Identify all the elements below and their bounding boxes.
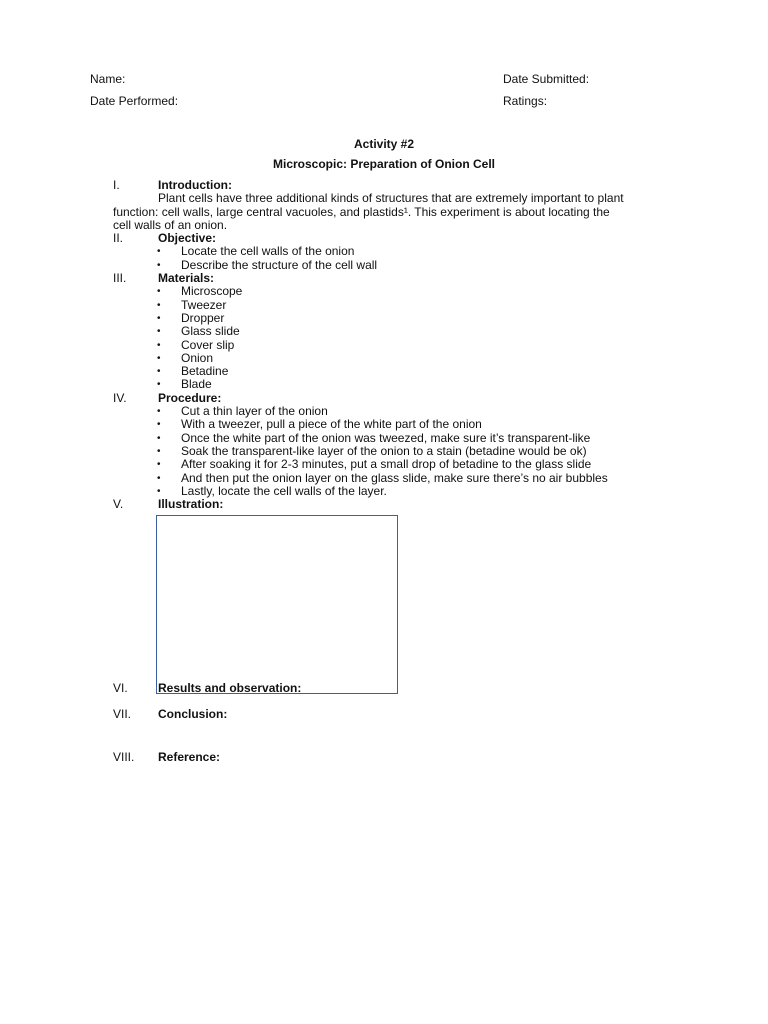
bullet-icon: •: [157, 459, 161, 471]
section-results-title: Results and observation:: [158, 681, 302, 695]
section-number: III.: [113, 271, 127, 286]
list-item: [0, 312, 768, 325]
bullet-icon: •: [157, 339, 161, 351]
list-item: [0, 472, 768, 485]
section-title: Illustration:: [158, 497, 224, 512]
list-item-text: After soaking it for 2-3 minutes, put a small drop of betadine to the glass slide: [181, 457, 592, 472]
list-item: [0, 259, 768, 272]
section-title: Materials:: [158, 271, 215, 286]
section-number: IV.: [113, 390, 127, 405]
list-item-text: Glass slide: [181, 324, 240, 339]
section-number: I.: [113, 178, 120, 192]
list-item-text: Blade: [181, 377, 212, 392]
intro-text: Plant cells have three additional kinds of structures that are extremely important to plant: [158, 191, 624, 206]
list-item: [0, 365, 768, 378]
list-item: [0, 485, 768, 498]
bullet-icon: •: [157, 379, 161, 391]
section-number: II.: [113, 231, 124, 246]
list-item: [0, 245, 768, 258]
list-item: [0, 418, 768, 431]
activity-subtitle: Microscopic: Preparation of Onion Cell: [272, 157, 496, 171]
bullet-icon: •: [157, 406, 161, 418]
bullet-icon: •: [157, 259, 161, 271]
date-submitted-label: Date Submitted:: [503, 72, 590, 86]
intro-text: cell walls of an onion.: [113, 217, 228, 232]
list-item-text: Tweezer: [181, 297, 227, 312]
list-item: [0, 325, 768, 338]
bullet-icon: •: [157, 352, 161, 364]
bullet-icon: •: [157, 312, 161, 324]
section-objective-heading: [0, 232, 768, 245]
list-item: [0, 352, 768, 365]
section-materials-heading: [0, 272, 768, 285]
bullet-icon: •: [157, 326, 161, 338]
list-item-text: Betadine: [181, 364, 229, 379]
section-number: VIII.: [113, 750, 135, 764]
section-title: Introduction:: [158, 178, 232, 192]
bullet-icon: •: [157, 419, 161, 431]
list-item-text: Cut a thin layer of the onion: [181, 404, 328, 419]
intro-line: [0, 192, 768, 205]
section-procedure-heading: [0, 392, 768, 405]
list-item-text: Dropper: [181, 310, 225, 325]
bullet-icon: •: [157, 445, 161, 457]
list-item: [0, 458, 768, 471]
intro-line: [0, 219, 768, 232]
bullet-icon: •: [157, 432, 161, 444]
section-title: Procedure:: [158, 390, 222, 405]
activity-title: Activity #2: [353, 137, 415, 151]
list-item-text: Onion: [181, 350, 214, 365]
section-title: Objective:: [158, 231, 217, 246]
section-number: VII.: [113, 707, 132, 721]
list-item: [0, 378, 768, 391]
list-item-text: Locate the cell walls of the onion: [181, 244, 355, 259]
name-label: Name:: [90, 72, 126, 86]
illustration-box: [156, 515, 398, 694]
list-item: [0, 445, 768, 458]
intro-line: [0, 206, 768, 219]
list-item-text: Cover slip: [181, 337, 235, 352]
list-item: [0, 432, 768, 445]
bullet-icon: •: [157, 366, 161, 378]
bullet-icon: •: [157, 286, 161, 298]
list-item: [0, 405, 768, 418]
list-item: [0, 285, 768, 298]
section-number: VI.: [113, 681, 128, 695]
list-item-text: Soak the transparent-like layer of the onion to a stain (betadine would be ok): [181, 443, 587, 458]
section-introduction-heading: [0, 179, 768, 192]
list-item-text: With a tweezer, pull a piece of the white part of the onion: [181, 417, 482, 432]
list-item: [0, 339, 768, 352]
section-reference-title: Reference:: [158, 750, 221, 764]
list-item-text: Once the white part of the onion was tweezed, make sure it’s transparent-like: [181, 430, 591, 445]
bullet-icon: •: [157, 299, 161, 311]
list-item-text: Lastly, locate the cell walls of the layer.: [181, 483, 387, 498]
section-number: V.: [113, 497, 124, 512]
list-item-text: Microscope: [181, 284, 243, 299]
list-item: [0, 299, 768, 312]
section-conclusion-title: Conclusion:: [158, 707, 228, 721]
bullet-icon: •: [157, 485, 161, 497]
list-item-text: Describe the structure of the cell wall: [181, 257, 378, 272]
bullet-icon: •: [157, 472, 161, 484]
date-performed-label: Date Performed:: [90, 94, 179, 108]
section-illustration-heading: [0, 498, 768, 511]
ratings-label: Ratings:: [503, 94, 548, 108]
intro-text: function: cell walls, large central vacuoles, and plastids¹. This experiment is about locating the: [113, 204, 610, 219]
list-item-text: And then put the onion layer on the glass slide, make sure there’s no air bubbles: [181, 470, 608, 485]
bullet-icon: •: [157, 246, 161, 258]
document-body: [0, 179, 768, 511]
